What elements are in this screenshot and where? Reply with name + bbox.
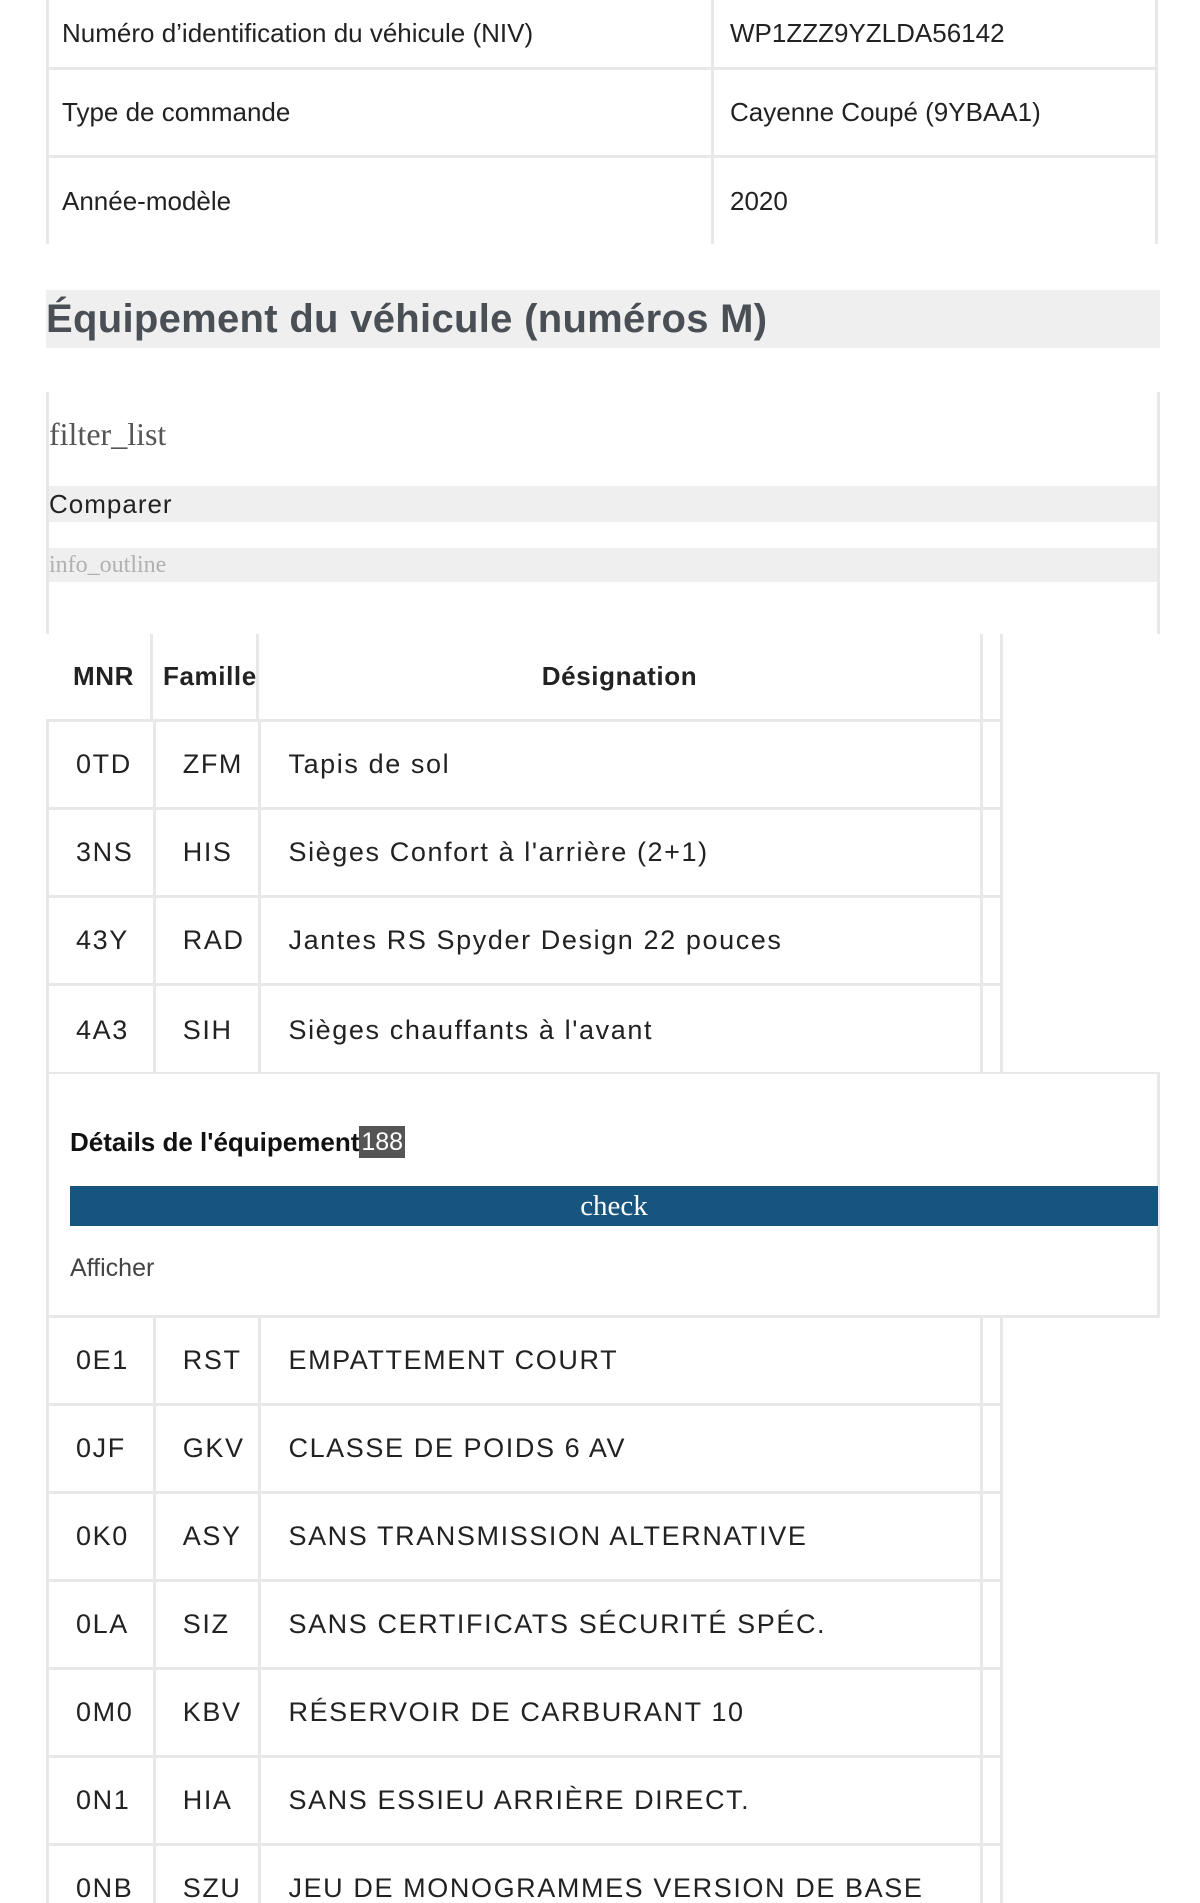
vehicle-info-label: Numéro d’identification du véhicule (NIV) — [49, 0, 714, 67]
table-row[interactable] — [46, 1406, 1003, 1494]
cell-family: ASY — [156, 1494, 262, 1579]
section-title: Équipement du véhicule (numéros M) — [46, 290, 1160, 348]
cell-extra — [983, 1670, 1003, 1755]
cell-mnr: 0N1 — [49, 1758, 156, 1843]
cell-designation: Tapis de sol — [261, 722, 983, 807]
table-row[interactable] — [46, 1494, 1003, 1582]
column-header-family[interactable]: Famille — [153, 634, 259, 719]
check-button[interactable]: check — [70, 1186, 1158, 1226]
cell-family: RST — [156, 1318, 262, 1403]
table-row[interactable] — [46, 1582, 1003, 1670]
table-row[interactable] — [46, 986, 1003, 1074]
details-title-text: Détails de l'équipement — [70, 1126, 360, 1157]
cell-extra — [983, 1494, 1003, 1579]
cell-extra — [983, 1846, 1003, 1903]
cell-mnr: 4A3 — [49, 986, 156, 1074]
vehicle-info-value: 2020 — [730, 185, 788, 216]
cell-mnr: 0LA — [49, 1582, 156, 1667]
table-row[interactable] — [46, 1670, 1003, 1758]
cell-extra — [983, 898, 1003, 983]
cell-family: HIS — [156, 810, 262, 895]
table-row[interactable] — [46, 1846, 1003, 1903]
cell-mnr: 0E1 — [49, 1318, 156, 1403]
cell-mnr: 3NS — [49, 810, 156, 895]
cell-designation: SANS ESSIEU ARRIÈRE DIRECT. — [261, 1758, 983, 1843]
cell-extra — [983, 810, 1003, 895]
vehicle-info-value: WP1ZZZ9YZLDA56142 — [730, 18, 1005, 48]
cell-designation: CLASSE DE POIDS 6 AV — [261, 1406, 983, 1491]
column-header-mnr[interactable]: MNR — [46, 634, 153, 719]
column-header-extra — [983, 634, 1003, 719]
vehicle-info-row — [46, 70, 1158, 158]
cell-extra — [983, 1406, 1003, 1491]
equipment-table — [46, 634, 1003, 1074]
cell-mnr: 0K0 — [49, 1494, 156, 1579]
cell-designation: Jantes RS Spyder Design 22 pouces — [261, 898, 983, 983]
filter-list-icon[interactable]: filter_list — [49, 416, 167, 452]
cell-mnr: 0NB — [49, 1846, 156, 1903]
info-outline-icon[interactable]: info_outline — [49, 548, 1157, 582]
cell-designation: SANS CERTIFICATS SÉCURITÉ SPÉC. — [261, 1582, 983, 1667]
table-row[interactable] — [46, 810, 1003, 898]
cell-mnr: 0JF — [49, 1406, 156, 1491]
count-badge: 188 — [361, 1128, 404, 1156]
compare-button[interactable]: Comparer — [49, 486, 1157, 522]
cell-designation: SANS TRANSMISSION ALTERNATIVE — [261, 1494, 983, 1579]
details-title — [70, 1126, 405, 1158]
vehicle-info-row — [46, 158, 1158, 244]
cell-extra — [983, 1582, 1003, 1667]
cell-family: ZFM — [156, 722, 262, 807]
cell-extra — [983, 722, 1003, 807]
cell-designation: Sièges chauffants à l'avant — [261, 986, 983, 1074]
table-row[interactable] — [46, 1318, 1003, 1406]
filter-block — [46, 392, 1160, 634]
equipment-details-panel — [46, 1072, 1160, 1318]
cell-family: HIA — [156, 1758, 262, 1843]
cell-extra — [983, 986, 1003, 1074]
cell-mnr: 0TD — [49, 722, 156, 807]
cell-extra — [983, 1758, 1003, 1843]
cell-family: GKV — [156, 1406, 262, 1491]
cell-extra — [983, 1318, 1003, 1403]
show-button[interactable]: Afficher — [70, 1254, 155, 1282]
cell-designation: JEU DE MONOGRAMMES VERSION DE BASE — [261, 1846, 983, 1903]
cell-family: KBV — [156, 1670, 262, 1755]
table-row[interactable] — [46, 1758, 1003, 1846]
table-row[interactable] — [46, 898, 1003, 986]
column-header-designation[interactable]: Désignation — [259, 634, 983, 719]
cell-mnr: 0M0 — [49, 1670, 156, 1755]
cell-family: SIH — [156, 986, 262, 1074]
cell-mnr: 43Y — [49, 898, 156, 983]
cell-family: RAD — [156, 898, 262, 983]
cell-family: SZU — [156, 1846, 262, 1903]
vehicle-info-table — [46, 0, 1158, 244]
vehicle-info-value: Cayenne Coupé (9YBAA1) — [730, 97, 1041, 127]
vehicle-info-label: Année-modèle — [49, 158, 714, 244]
vehicle-info-row — [46, 0, 1158, 70]
cell-designation: RÉSERVOIR DE CARBURANT 10 — [261, 1670, 983, 1755]
details-table — [46, 1318, 1003, 1903]
cell-designation: Sièges Confort à l'arrière (2+1) — [261, 810, 983, 895]
vehicle-info-label: Type de commande — [49, 70, 714, 155]
table-row[interactable] — [46, 722, 1003, 810]
table-header-row — [46, 634, 1003, 722]
cell-designation: EMPATTEMENT COURT — [261, 1318, 983, 1403]
cell-family: SIZ — [156, 1582, 262, 1667]
